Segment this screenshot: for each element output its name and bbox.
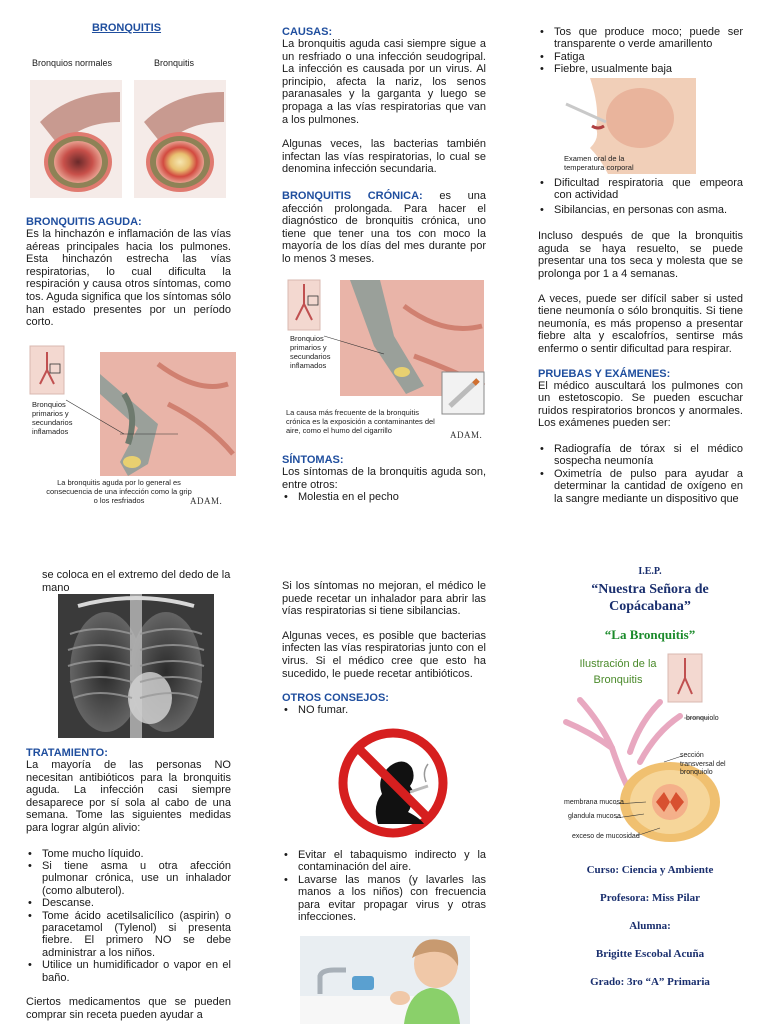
list-item: • Descanse.: [26, 897, 231, 909]
teacher: Profesora: Miss Pilar: [600, 892, 700, 904]
chronic-heading: BRONQUITIS CRÓNICA:: [282, 189, 423, 202]
tests-list: [538, 443, 743, 505]
symptoms-text: Los síntomas de la bronquitis aguda son, entre otros:: [282, 466, 486, 491]
acute-text: Es la hinchazón e inflamación de las vías aéreas principales hacia los pulmones. Esta hinchazón estrecha las vías respiratorias, lo cual dificulta la respiración y causa otros síntomas, como tos. Aguda significa que los síntomas sólo han estado presentes por un período corto.: [26, 228, 231, 329]
column-1: [26, 22, 231, 34]
student-label: Alumna:: [629, 920, 671, 932]
acute-figure-label: Bronquios primarios y secundarios inflamados: [32, 400, 73, 436]
treatment-list: [26, 848, 231, 984]
list-item: • Sibilancias, en personas con asma.: [538, 204, 743, 216]
advice-list-bottom: [282, 849, 486, 923]
column-2-symptoms: [282, 454, 486, 504]
chronic-figure-label: Bronquios primarios y secundarios inflamados: [290, 334, 331, 370]
symptoms-heading: SÍNTOMAS:: [282, 454, 344, 466]
column-3-text: [538, 177, 743, 505]
label-seccion: sección transversal del bronquiolo: [680, 752, 726, 776]
chest-xray-figure: [58, 594, 214, 738]
column-1-text: [26, 216, 231, 329]
tests-heading: PRUEBAS Y EXÁMENES:: [538, 367, 671, 380]
adam-logo-2: ADAM.: [450, 430, 483, 440]
label-exceso: exceso de mucosidad: [572, 833, 640, 840]
school-name: “Nuestra Señora de Copácabana”: [591, 582, 709, 614]
advice-heading: OTROS CONSEJOS:: [282, 692, 389, 705]
acute-figure-caption: La bronquitis aguda por lo general es consecuencia de una infección como la grip o los resfriados: [46, 478, 192, 505]
symptoms-list-mid: [538, 177, 743, 216]
label-bronquiolo: bronquiolo: [686, 715, 719, 722]
list-item: • Oximetría de pulso para ayudar a determinar la cantidad de oxígeno en la sangre mediante un dispositivo que: [538, 468, 743, 505]
acute-heading: BRONQUITIS AGUDA:: [26, 216, 142, 228]
symptoms-list-continued: [538, 26, 743, 76]
treatment-text: La mayoría de las personas NO necesitan antibióticos para la bronquitis aguda. La infección casi siempre desaparece por sí sola al cabo de una semana. Tome las siguientes medidas para lograr algún alivio:: [26, 759, 231, 834]
grade: Grado: 3ro “A” Primaria: [590, 976, 710, 988]
illustration-title: Ilustración de la Bronquitis: [579, 658, 657, 686]
inhaler-paragraph: Si los síntomas no mejoran, el médico le puede recetar un inhalador para abrir las vías respiratorias si tiene sibilancias.: [282, 580, 486, 618]
column-2: [282, 26, 486, 266]
school-acronym: I.E.P.: [638, 566, 662, 577]
cover-topic: “La Bronquitis”: [604, 627, 696, 642]
bronchi-illustration: [30, 52, 230, 202]
page-title: BRONQUITIS: [91, 22, 162, 34]
oximetry-continued: se coloca en el extremo del dedo de la mano: [42, 569, 231, 594]
list-item: • Tome ácido acetilsalicílico (aspirin) o paracetamol (Tylenol) si presenta fiebre. El primero NO se debe administrar a los niños.: [26, 910, 231, 960]
adam-logo: ADAM.: [190, 496, 223, 506]
causes-text-2: Algunas veces, las bacterias también infectan las vías respiratorias, lo cual se denomina infección secundaria.: [282, 138, 486, 176]
list-item: • Tome mucho líquido.: [26, 848, 231, 860]
handwashing-illustration: [300, 936, 470, 1024]
list-item: • Fatiga: [538, 51, 743, 63]
column-4-text: [26, 747, 231, 1021]
chronic-figure-caption: La causa más frecuente de la bronquitis crónica es la exposición a contaminantes del aire, como el humo del cigarrillo: [286, 408, 435, 435]
chest-xray-image: [58, 594, 214, 738]
column-5-bottom: [282, 849, 486, 923]
list-item: • Fiebre, usualmente baja: [538, 63, 743, 75]
list-item: • Evitar el tabaquismo indirecto y la contaminación del aire.: [282, 849, 486, 874]
handwashing-figure: [300, 936, 470, 1024]
temperature-caption: Examen oral de la temperatura corporal: [564, 154, 634, 172]
acute-bronchitis-figure: [28, 344, 238, 512]
symptoms-list: [282, 491, 486, 503]
column-4: [42, 569, 232, 594]
no-smoking-figure: [338, 728, 448, 838]
label-membrana: membrana mucosa: [564, 799, 624, 806]
figure-label-normal: Bronquios normales: [32, 58, 113, 68]
list-item: • Lavarse las manos (y lavarles las manos a los niños) con frecuencia para evitar propagar virus y otras infecciones.: [282, 874, 486, 924]
list-item: • Molestia en el pecho: [282, 491, 486, 503]
course: Curso: Ciencia y Ambiente: [586, 864, 714, 876]
chronic-bronchitis-figure: [284, 276, 488, 444]
list-item: • Radiografía de tórax si el médico sospecha neumonía: [538, 443, 743, 468]
figure-label-bronquitis: Bronquitis: [154, 58, 195, 68]
list-item: • NO fumar.: [282, 704, 486, 716]
advice-list-top: [282, 704, 486, 716]
causes-heading: CAUSAS:: [282, 26, 333, 38]
no-smoking-icon: [338, 728, 448, 838]
cover-column: [552, 566, 748, 643]
list-item: • Dificultad respiratoria que empeora con actividad: [538, 177, 743, 202]
bronchitis-illustration-figure: [560, 652, 736, 848]
column-3: [538, 26, 743, 76]
treatment-bottom: Ciertos medicamentos que se pueden comprar sin receta pueden ayudar a: [26, 996, 231, 1021]
list-item: • Tos que produce moco; puede ser transparente o verde amarillento: [538, 26, 743, 51]
tests-text: El médico auscultará los pulmones con un estetoscopio. Se pueden escuchar ruidos respiratorios broncos y anormales. Los exámenes pueden ser:: [538, 379, 743, 430]
list-item: • Utilice un humidificador o vapor en el baño.: [26, 959, 231, 984]
antibiotics-paragraph: Algunas veces, es posible que bacterias infecten las vías respiratorias junto con el virus. Si el médico cree que esto ha sucedido, le puede recetar antibióticos.: [282, 629, 486, 680]
column-5: [282, 580, 486, 717]
student-name: Brigitte Escobal Acuña: [595, 948, 705, 960]
chronic-text: es una afección prolongada. Para hacer el diagnóstico de bronquitis crónica, uno tiene que tener una tos con moco la mayoría de los días del mes durante por lo menos 3 meses.: [282, 189, 486, 265]
cover-info: [552, 864, 748, 988]
label-glandula: glandula mucosa: [568, 813, 621, 820]
bronchi-comparison-figure: [30, 52, 230, 202]
pneumonia-paragraph: A veces, puede ser difícil saber si usted tiene neumonía o sólo bronquitis. Si tiene neumonía, es más propenso a presentar fiebre alta y escalofríos, sentirse más enfermo o sentir dificultad para respirar.: [538, 292, 743, 355]
temperature-figure: [560, 78, 696, 174]
list-item: • Si tiene asma u otra afección pulmonar crónica, use un inhalador (como albuterol).: [26, 860, 231, 897]
chronic-paragraph: [282, 190, 486, 266]
treatment-heading: TRATAMIENTO:: [26, 747, 108, 759]
causes-text: La bronquitis aguda casi siempre sigue a un resfriado o una infección seudogripal. La infección es causada por un virus. Al principio, afecta la nariz, los senos paranasales y la garganta y luego se propaga a las vías respiratorias que van a los pulmones.: [282, 38, 486, 126]
cough-paragraph: Incluso después de que la bronquitis aguda se haya resuelto, se puede presentar una tos seca y molesta que se prolonga por 1 a 4 semanas.: [538, 230, 743, 280]
